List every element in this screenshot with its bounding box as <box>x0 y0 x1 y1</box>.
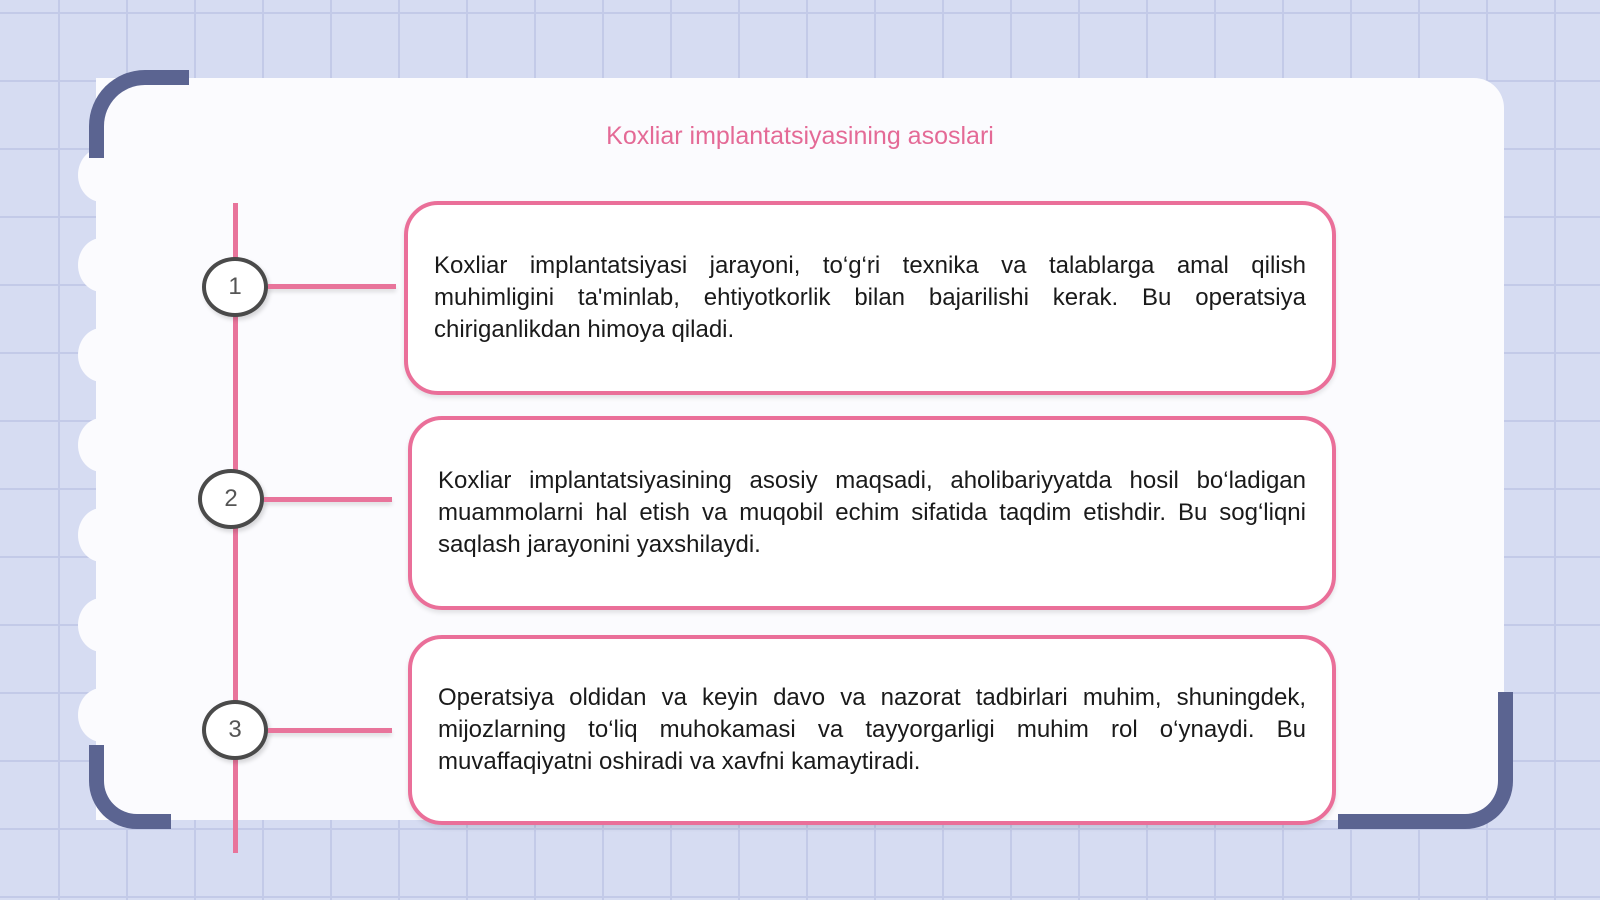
notebook-scallop <box>78 418 126 472</box>
step-1-box <box>404 201 1336 395</box>
notebook-scallop <box>78 328 126 382</box>
step-2-connector <box>264 497 392 502</box>
slide-title: Koxliar implantatsiyasining asoslari <box>606 122 994 150</box>
step-3-text: Operatsiya oldidan va keyin davo va nazorat tadbirlari muhim, shuningdek, mijozlarning to‘liq muhokamasi va tayyorgarligi muhim rol o‘ynaydi. Bu muvaffaqiyatni oshiradi va xavfni kamaytiradi. <box>438 684 1306 775</box>
step-2-number-circle: 2 <box>198 469 264 529</box>
notebook-scallop <box>78 508 126 562</box>
step-3-connector <box>268 728 392 733</box>
step-2-box <box>408 416 1336 610</box>
step-1-number-circle: 1 <box>202 257 268 317</box>
step-2-text: Koxliar implantatsiyasining asosiy maqsadi, aholibariyyatda hosil bo‘ladigan muammolarni hal etish va muqobil echim sifatida taqdim etishdir. Bu sog‘liqni saqlash jarayonini yaxshilaydi. <box>438 467 1306 558</box>
notebook-scallop <box>78 688 126 742</box>
step-3-box <box>408 635 1336 825</box>
corner-bracket-bottom-right <box>1338 692 1513 829</box>
step-1-text: Koxliar implantatsiyasi jarayoni, to‘g‘ri texnika va talablarga amal qilish muhimligini ta'minlab, ehtiyotkorlik bilan bajarilishi kerak. Bu operatsiya chiriganlikdan himoya qiladi. <box>434 252 1306 343</box>
corner-bracket-top-left <box>89 70 189 158</box>
notebook-scallop <box>78 238 126 292</box>
step-1-connector <box>268 284 396 289</box>
notebook-scallop <box>78 598 126 652</box>
step-3-number-circle: 3 <box>202 700 268 760</box>
